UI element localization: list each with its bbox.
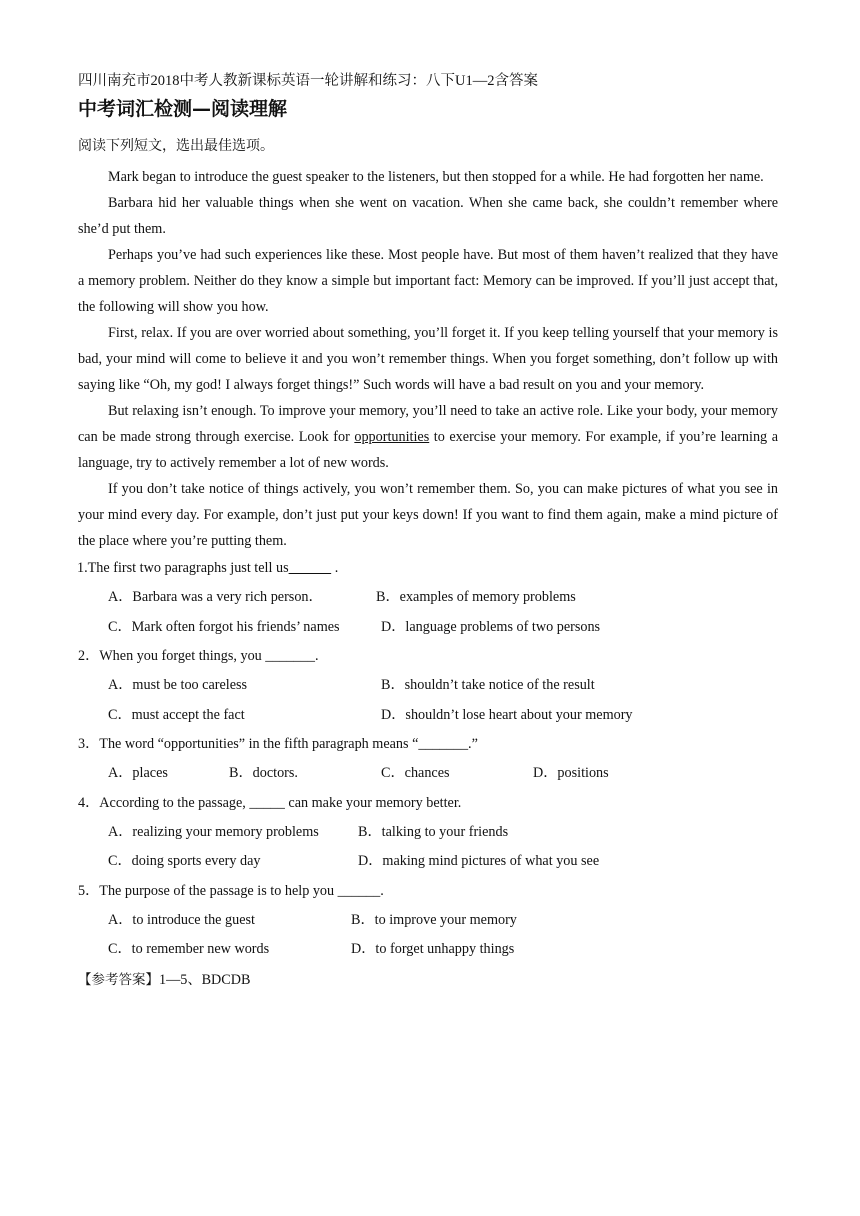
- option-b: B．talking to your friends: [358, 823, 509, 840]
- p5-text-after: to exercise your memory. For example, if you’re learning a language, try to actively remember a lot of new words.: [78, 429, 778, 471]
- option-a: A．to introduce the guest: [108, 911, 255, 928]
- option-a: A．must be too careless: [108, 677, 248, 693]
- question-1-stem-text: 1.The first two paragraphs just tell us: [77, 560, 289, 576]
- option-d: D．making mind pictures of what you see: [358, 853, 600, 869]
- section-title: 中考词汇检测—阅读理解: [78, 98, 288, 120]
- option-row: [78, 907, 778, 937]
- question-2-stem: 2．When you forget things, you _______.: [78, 648, 319, 664]
- option-row: [78, 760, 778, 790]
- question-3: [78, 731, 778, 790]
- passage-paragraph-6: If you don’t take notice of things actively, you won’t remember them. So, you can make pictures of what you see in your mind every day. For example, don’t just put your keys down! If you want to find them again, make a mind picture of the place where you’re putting them.: [78, 481, 778, 549]
- passage-paragraph-4: First, relax. If you are over worried about something, you’ll forget it. If you keep telling yourself that your memory is bad, your mind will come to believe it and you won’t remember things. When you forget something, don’t follow up with saying like “Oh, my god! I always forget things!” Such words will have a bad result on you and your memory.: [78, 325, 778, 393]
- option-row: [78, 848, 778, 878]
- source-line: 四川南充市2018中考人教新课标英语一轮讲解和练习：八下U1—2含答案: [78, 73, 538, 89]
- question-1-stem: [77, 555, 778, 581]
- passage-paragraph-1: Mark began to introduce the guest speaker to the listeners, but then stopped for a while. He had forgotten her name.: [108, 169, 764, 185]
- reading-passage: [78, 164, 778, 554]
- question-4: [78, 790, 778, 878]
- option-d: D．positions: [533, 765, 609, 781]
- option-d: D．to forget unhappy things: [351, 941, 515, 957]
- option-row: [78, 819, 778, 849]
- option-row: [78, 936, 778, 966]
- question-1-stem-end: .: [331, 560, 339, 576]
- p5-text-before: But relaxing isn’t enough. To improve your memory, you’ll need to take an active role. Like your body, your memory can be made strong through exercise. Look for: [78, 403, 778, 445]
- option-b: B．shouldn’t take notice of the result: [381, 677, 595, 693]
- option-c: C．doing sports every day: [108, 853, 261, 869]
- passage-paragraph-2: Barbara hid her valuable things when she went on vacation. When she came back, she couldn’t remember where she’d put them.: [78, 195, 778, 237]
- option-row: [78, 702, 778, 732]
- option-c: C．chances: [381, 765, 450, 781]
- option-b: B．examples of memory problems: [376, 589, 576, 605]
- option-c: C．must accept the fact: [108, 706, 245, 723]
- answer-blank: [289, 560, 332, 576]
- option-row: [78, 584, 778, 614]
- answer-key-text: 1—5、BDCDB: [159, 971, 251, 988]
- question-list: [78, 555, 778, 966]
- underlined-word: opportunities: [354, 429, 430, 445]
- question-3-stem: 3．The word “opportunities” in the fifth paragraph means “_______.”: [78, 736, 478, 752]
- passage-paragraph-5: [78, 398, 778, 476]
- option-a: A．realizing your memory problems: [108, 823, 319, 840]
- option-d: D．language problems of two persons: [381, 618, 601, 635]
- question-5-stem: 5．The purpose of the passage is to help you ______.: [78, 882, 384, 899]
- question-2: [78, 643, 778, 731]
- option-row: [78, 672, 778, 702]
- option-a: A．Barbara was a very rich person．: [108, 589, 323, 605]
- option-d: D．shouldn’t lose heart about your memory: [381, 706, 633, 723]
- option-row: [78, 614, 778, 644]
- answer-key-label: 【参考答案】: [78, 971, 159, 988]
- question-4-stem: 4．According to the passage, _____ can make your memory better.: [78, 794, 462, 811]
- option-b: B．to improve your memory: [351, 911, 517, 928]
- document-page: [78, 70, 778, 993]
- option-a: A．places: [108, 765, 168, 781]
- passage-paragraph-3: Perhaps you’ve had such experiences like these. Most people have. But most of them haven’t realized that they have a memory problem. Neither do they know a simple but important fact: Memory can be improved. If you’ll just accept that, the following will show you how.: [78, 247, 778, 315]
- question-1: [78, 555, 778, 643]
- question-5: [78, 878, 778, 966]
- answer-key: [78, 967, 778, 993]
- instruction-text: 阅读下列短文，选出最佳选项。: [78, 139, 274, 154]
- option-b: B．doctors.: [229, 765, 298, 781]
- option-c: C．to remember new words: [108, 941, 270, 957]
- option-c: C．Mark often forgot his friends’ names: [108, 618, 340, 635]
